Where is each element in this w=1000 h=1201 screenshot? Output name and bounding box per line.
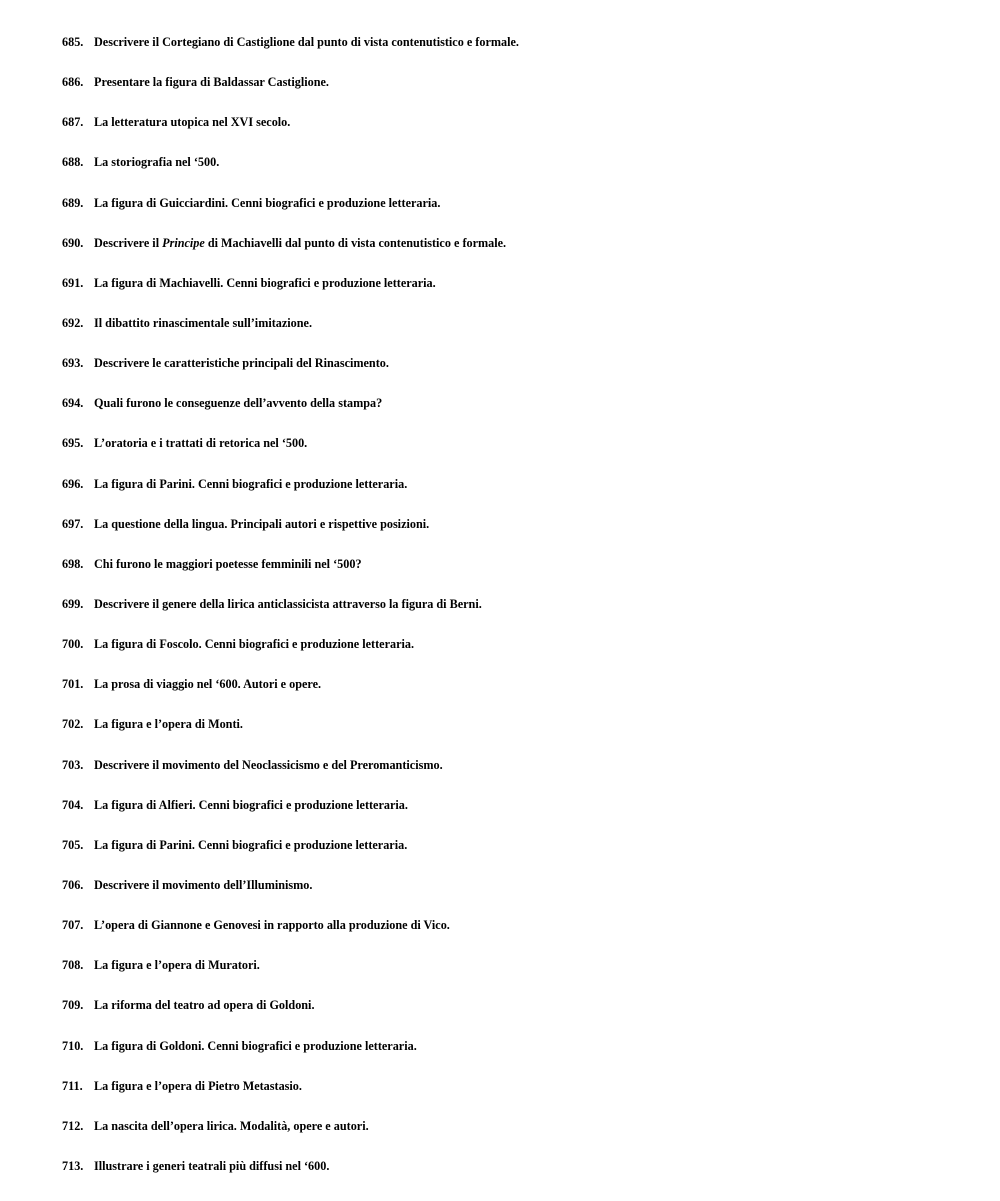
question-text-segment: Descrivere le caratteristiche principali del Rinascimento. <box>94 356 389 371</box>
question-number: 696. <box>62 476 84 491</box>
question-text-segment: La figura di Parini. Cenni biografici e produzione letteraria. <box>94 476 408 491</box>
question-number: 693. <box>62 356 84 371</box>
question-text-segment: Illustrare i generi teatrali più diffusi nel ‘600. <box>94 1158 330 1173</box>
question-text-segment: La figura di Parini. Cenni biografici e produzione letteraria. <box>94 837 408 852</box>
question-text-segment: Descrivere il genere della lirica anticlassicista attraverso la figura di Berni. <box>94 596 482 611</box>
question-text-segment: La letteratura utopica nel XVI secolo. <box>94 115 291 130</box>
question-number: 711. <box>62 1078 83 1093</box>
question-item <box>62 75 962 115</box>
question-text-segment: L’oratoria e i trattati di retorica nel ‘500. <box>94 436 308 451</box>
question-number: 704. <box>62 797 84 812</box>
question-number: 689. <box>62 195 84 210</box>
question-text <box>94 35 519 50</box>
question-item <box>62 637 962 677</box>
question-item <box>62 958 962 998</box>
question-text <box>94 958 260 973</box>
question-text-segment: La figura di Alfieri. Cenni biografici e produzione letteraria. <box>94 797 408 812</box>
question-number: 687. <box>62 115 84 130</box>
question-text <box>94 396 382 411</box>
question-item <box>62 155 962 195</box>
question-number: 713. <box>62 1158 84 1173</box>
question-text-segment: La nascita dell’opera lirica. Modalità, opere e autori. <box>94 1118 369 1133</box>
question-text <box>94 316 312 331</box>
question-text <box>94 677 321 692</box>
question-number: 708. <box>62 958 84 973</box>
question-number: 694. <box>62 396 84 411</box>
question-number: 697. <box>62 516 84 531</box>
question-text-segment: La questione della lingua. Principali autori e rispettive posizioni. <box>94 516 430 531</box>
question-item <box>62 597 962 637</box>
question-text <box>94 918 450 933</box>
question-text <box>94 517 429 532</box>
question-text-segment: Descrivere il Cortegiano di Castiglione dal punto di vista contenutistico e formale. <box>94 35 519 49</box>
question-number: 703. <box>62 757 84 772</box>
question-text <box>94 196 440 211</box>
question-item <box>62 838 962 878</box>
question-text <box>94 155 219 170</box>
question-text-segment: La prosa di viaggio nel ‘600. Autori e opere. <box>94 677 322 692</box>
question-text-segment: La storiografia nel ‘500. <box>94 155 220 170</box>
question-item <box>62 557 962 597</box>
question-text <box>94 1159 329 1174</box>
question-number: 712. <box>62 1118 84 1133</box>
question-text <box>94 75 329 90</box>
question-item <box>62 196 962 236</box>
question-number: 699. <box>62 596 84 611</box>
question-text <box>94 115 290 130</box>
question-item <box>62 436 962 476</box>
question-number: 707. <box>62 918 84 933</box>
question-text-segment: Descrivere il movimento dell’Illuminismo. <box>94 877 313 892</box>
question-item <box>62 236 962 276</box>
question-text <box>94 838 407 853</box>
question-item <box>62 798 962 838</box>
question-number: 706. <box>62 877 84 892</box>
question-text <box>94 717 243 732</box>
question-number: 695. <box>62 436 84 451</box>
question-text-segment: La figura di Goldoni. Cenni biografici e produzione letteraria. <box>94 1038 417 1053</box>
question-number: 690. <box>62 235 84 250</box>
question-number: 692. <box>62 315 84 330</box>
question-number: 701. <box>62 677 84 692</box>
question-item <box>62 477 962 517</box>
question-item <box>62 1079 962 1119</box>
question-text <box>94 557 362 572</box>
question-item <box>62 1119 962 1159</box>
question-text-segment: La figura e l’opera di Monti. <box>94 717 243 732</box>
question-text <box>94 1039 417 1054</box>
question-number: 700. <box>62 637 84 652</box>
question-text <box>94 1079 302 1094</box>
question-item <box>62 356 962 396</box>
question-item <box>62 758 962 798</box>
question-text <box>94 798 408 813</box>
question-text-italic: Principe <box>162 235 205 250</box>
question-number: 698. <box>62 556 84 571</box>
question-item <box>62 517 962 557</box>
question-number: 709. <box>62 998 84 1013</box>
question-item <box>62 35 962 75</box>
question-text <box>94 998 315 1013</box>
question-list <box>62 35 962 1199</box>
question-text-segment: La figura di Guicciardini. Cenni biografici e produzione letteraria. <box>94 195 441 210</box>
question-text-segment: L’opera di Giannone e Genovesi in rapporto alla produzione di Vico. <box>94 918 450 933</box>
question-number: 685. <box>62 35 84 49</box>
question-number: 702. <box>62 717 84 732</box>
question-text <box>94 276 436 291</box>
question-number: 688. <box>62 155 84 170</box>
question-text-segment: Chi furono le maggiori poetesse femminili nel ‘500? <box>94 556 362 571</box>
question-text-segment: Descrivere il <box>94 235 163 250</box>
question-item <box>62 717 962 757</box>
question-text <box>94 436 307 451</box>
question-item <box>62 115 962 155</box>
question-number: 686. <box>62 75 84 90</box>
question-item <box>62 276 962 316</box>
question-item <box>62 918 962 958</box>
question-item <box>62 677 962 717</box>
question-text <box>94 1119 369 1134</box>
question-text <box>94 597 482 612</box>
question-text <box>94 878 312 893</box>
question-text <box>94 637 414 652</box>
question-text <box>94 758 443 773</box>
question-text-segment: Quali furono le conseguenze dell’avvento della stampa? <box>94 396 383 411</box>
question-item <box>62 396 962 436</box>
question-item <box>62 1039 962 1079</box>
question-text-segment: La figura e l’opera di Muratori. <box>94 958 260 973</box>
question-text-segment: La figura di Foscolo. Cenni biografici e produzione letteraria. <box>94 637 415 652</box>
question-text <box>94 236 506 251</box>
question-text-segment: Descrivere il movimento del Neoclassicismo e del Preromanticismo. <box>94 757 443 772</box>
question-text-segment: La figura e l’opera di Pietro Metastasio. <box>94 1078 302 1093</box>
question-item <box>62 878 962 918</box>
question-text <box>94 477 407 492</box>
question-item <box>62 316 962 356</box>
question-number: 691. <box>62 275 84 290</box>
question-item <box>62 1159 962 1199</box>
question-text-segment: di Machiavelli dal punto di vista contenutistico e formale. <box>204 235 507 250</box>
question-text <box>94 356 389 371</box>
question-text-segment: Il dibattito rinascimentale sull’imitazione. <box>94 315 313 330</box>
question-item <box>62 998 962 1038</box>
question-text-segment: Presentare la figura di Baldassar Castiglione. <box>94 75 329 90</box>
question-number: 705. <box>62 837 84 852</box>
question-text-segment: La riforma del teatro ad opera di Goldoni. <box>94 998 315 1013</box>
question-text-segment: La figura di Machiavelli. Cenni biografici e produzione letteraria. <box>94 275 436 290</box>
question-number: 710. <box>62 1038 84 1053</box>
